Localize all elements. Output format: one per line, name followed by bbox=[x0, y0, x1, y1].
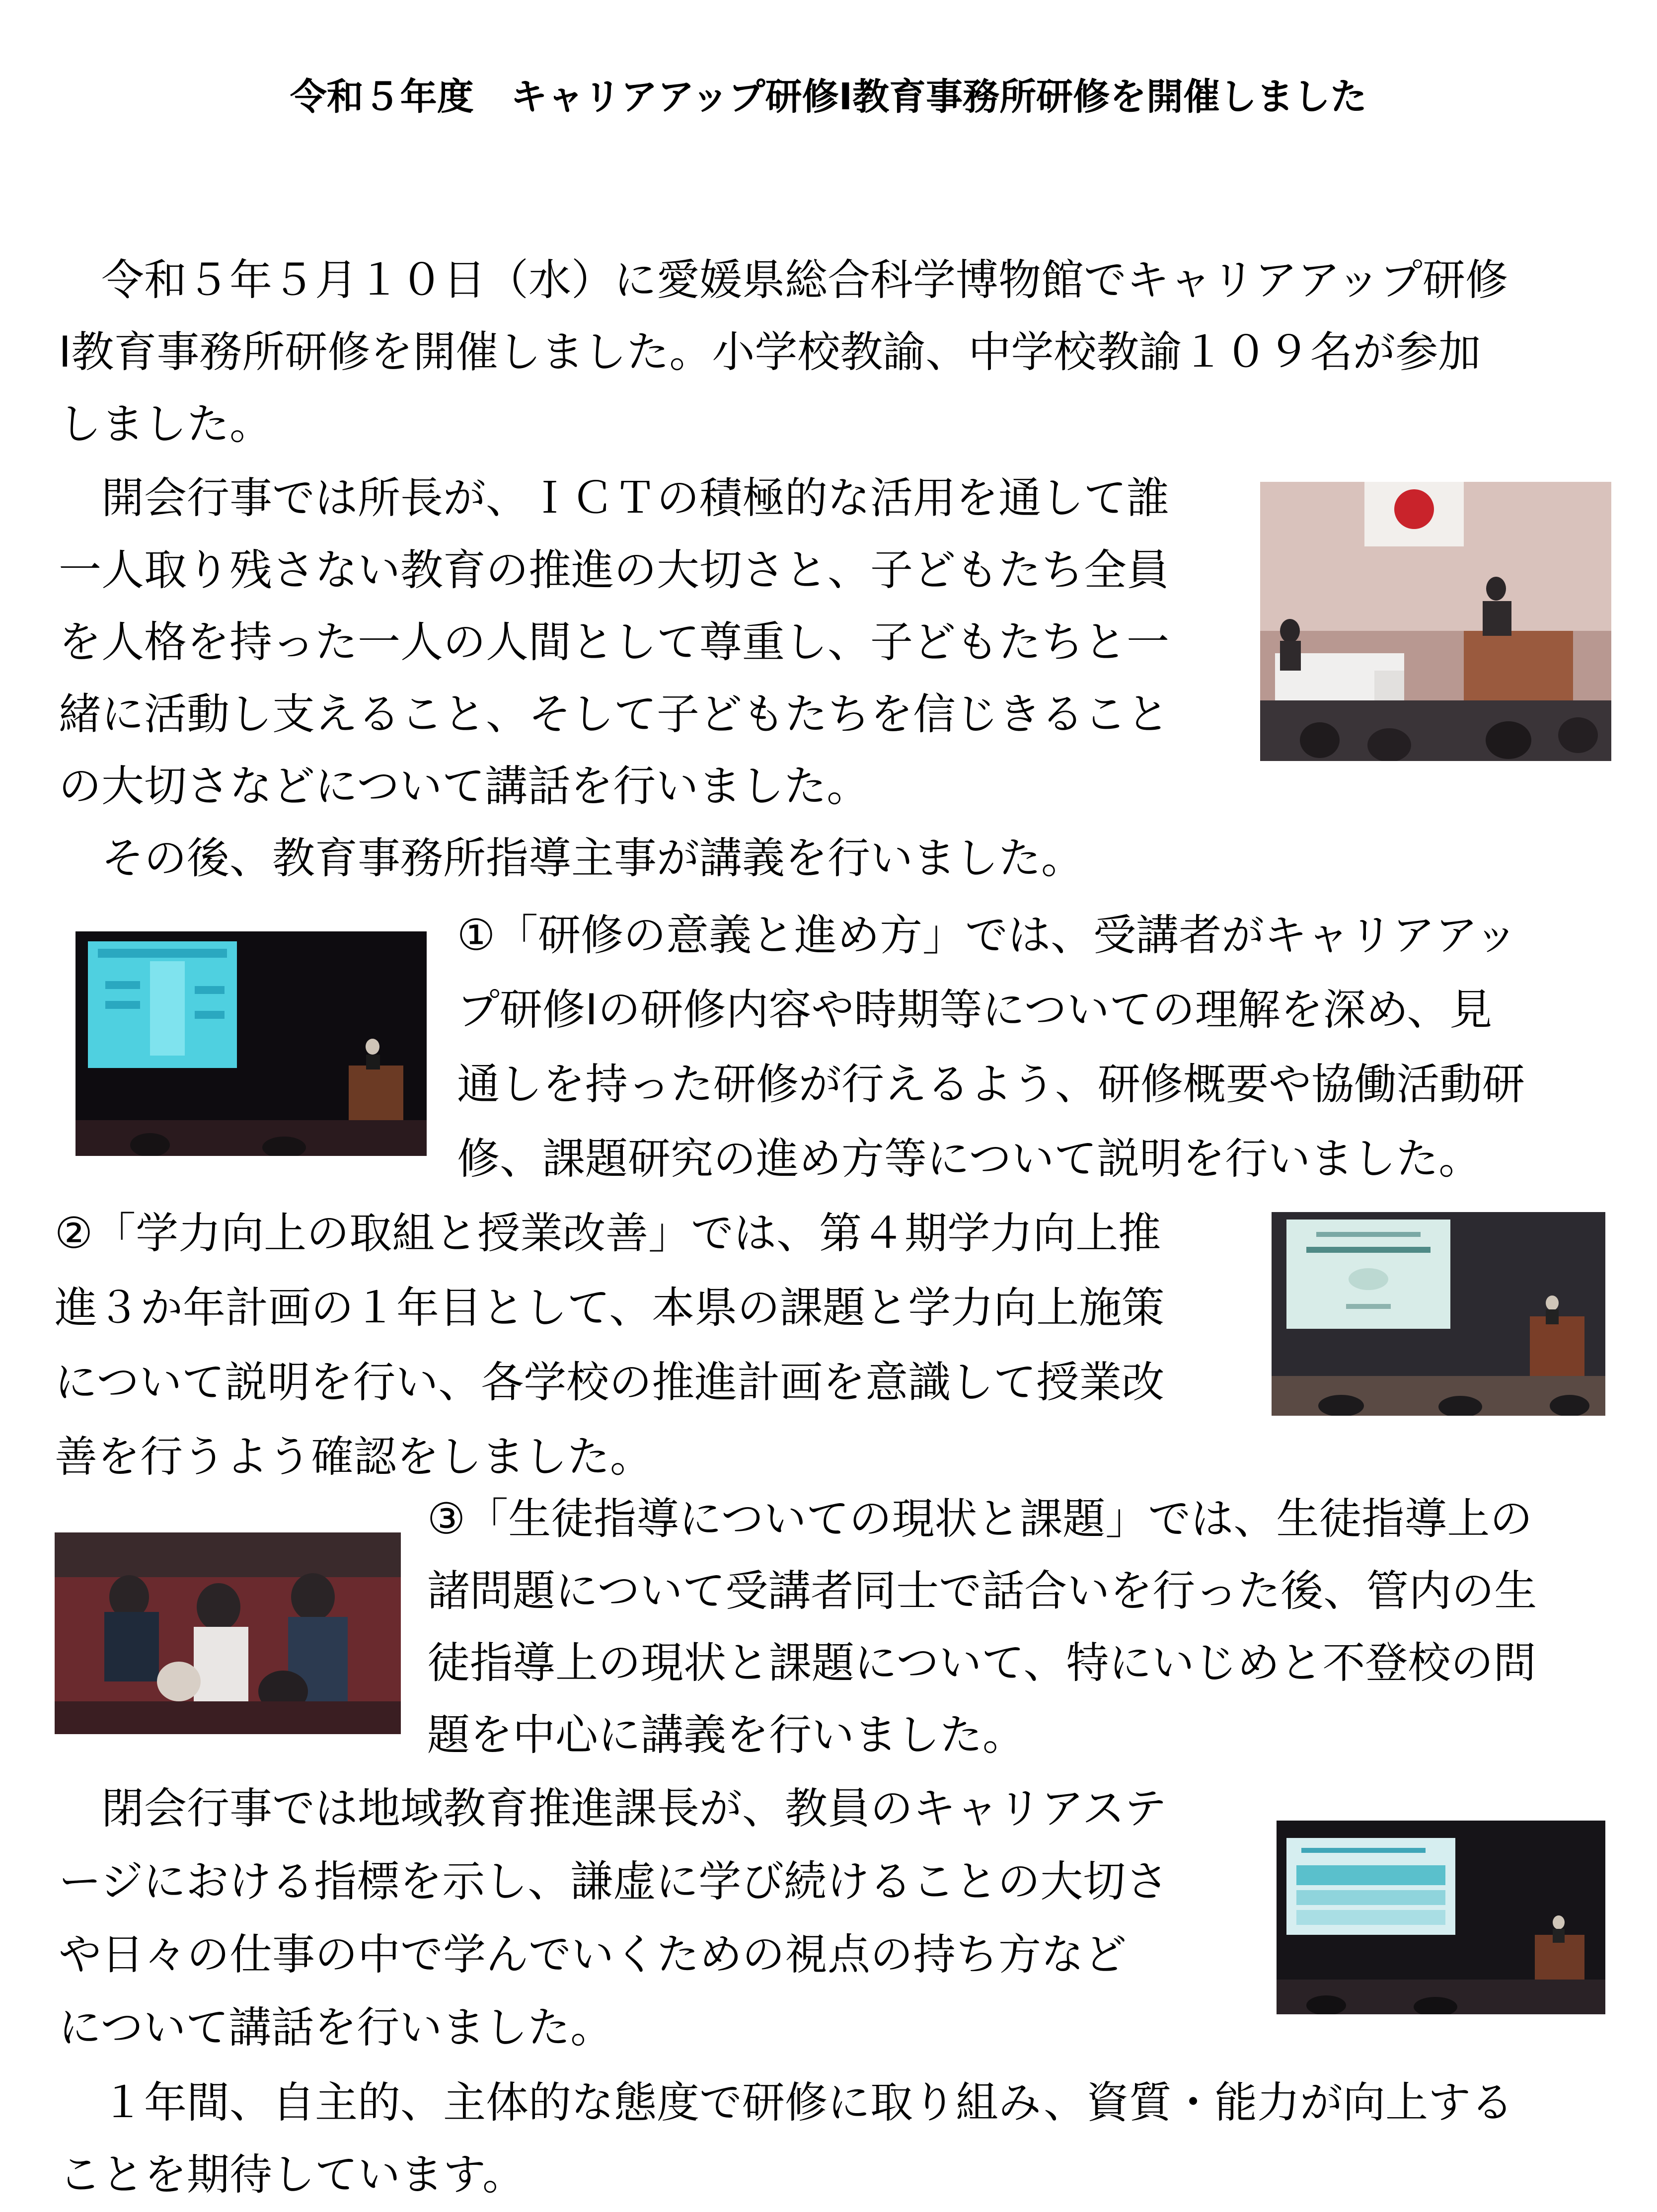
text-line: 閉会行事では地域教育推進課長が、教員のキャリアステ bbox=[59, 1784, 1167, 1833]
text-line: 一人取り残さない教育の推進の大切さと、子どもたち全員 bbox=[59, 545, 1169, 595]
page-title: 令和５年度 キャリアアップ研修Ⅰ教育事務所研修を開催しました bbox=[290, 76, 1367, 118]
photo-opening-ceremony bbox=[1260, 482, 1611, 761]
text-line: の大切さなどについて講話を行いました。 bbox=[59, 762, 870, 811]
text-line: 令和５年５月１０日（水）に愛媛県総合科学博物館でキャリアアップ研修 bbox=[59, 255, 1508, 305]
text-line: プ研修Ⅰの研修内容や時期等についての理解を深め、見 bbox=[457, 985, 1493, 1035]
text-line: について講話を行いました。 bbox=[59, 2003, 613, 2053]
text-line: 徒指導上の現状と課題について、特にいじめと不登校の問 bbox=[427, 1638, 1536, 1688]
text-line: ①「研修の意義と進め方」では、受講者がキャリアアッ bbox=[457, 911, 1518, 960]
photo-lecture-slide-2 bbox=[1272, 1212, 1605, 1416]
text-line: 進３か年計画の１年目として、本県の課題と学力向上施策 bbox=[55, 1283, 1165, 1333]
text-line: ②「学力向上の取組と授業改善」では、第４期学力向上推 bbox=[55, 1209, 1161, 1258]
text-line: ③「生徒指導についての現状と課題」では、生徒指導上の bbox=[427, 1494, 1533, 1544]
text-line: 修、課題研究の進め方等について説明を行いました。 bbox=[457, 1134, 1482, 1184]
photo-closing-ceremony bbox=[1277, 1821, 1605, 2014]
text-line: Ⅰ教育事務所研修を開催しました。小学校教諭、中学校教諭１０９名が参加 bbox=[59, 327, 1481, 377]
text-line: ージにおける指標を示し、謙虚に学び続けることの大切さ bbox=[59, 1857, 1169, 1907]
text-line: その後、教育事務所指導主事が講義を行いました。 bbox=[59, 834, 1084, 883]
text-line: 通しを持った研修が行えるよう、研修概要や協働活動研 bbox=[457, 1060, 1525, 1109]
photo-lecture-slide-1 bbox=[75, 931, 427, 1156]
text-line: や日々の仕事の中で学んでいくための視点の持ち方など bbox=[59, 1930, 1127, 1980]
text-line: 開会行事では所長が、ＩＣＴの積極的な活用を通して誰 bbox=[59, 473, 1169, 523]
text-line: 諸問題について受講者同士で話合いを行った後、管内の生 bbox=[427, 1566, 1537, 1616]
text-line: について説明を行い、各学校の推進計画を意識して授業改 bbox=[55, 1358, 1165, 1407]
text-line: しました。 bbox=[59, 399, 272, 449]
text-line: ことを期待しています。 bbox=[59, 2150, 526, 2200]
text-line: １年間、自主的、主体的な態度で研修に取り組み、資質・能力が向上する bbox=[59, 2078, 1514, 2128]
text-line: 緒に活動し支えること、そして子どもたちを信じきること bbox=[59, 689, 1169, 739]
text-line: 善を行うよう確認をしました。 bbox=[55, 1432, 653, 1482]
text-line: を人格を持った一人の人間として尊重し、子どもたちと一 bbox=[59, 617, 1169, 667]
photo-group-discussion bbox=[55, 1532, 401, 1734]
text-line: 題を中心に講義を行いました。 bbox=[427, 1710, 1025, 1760]
